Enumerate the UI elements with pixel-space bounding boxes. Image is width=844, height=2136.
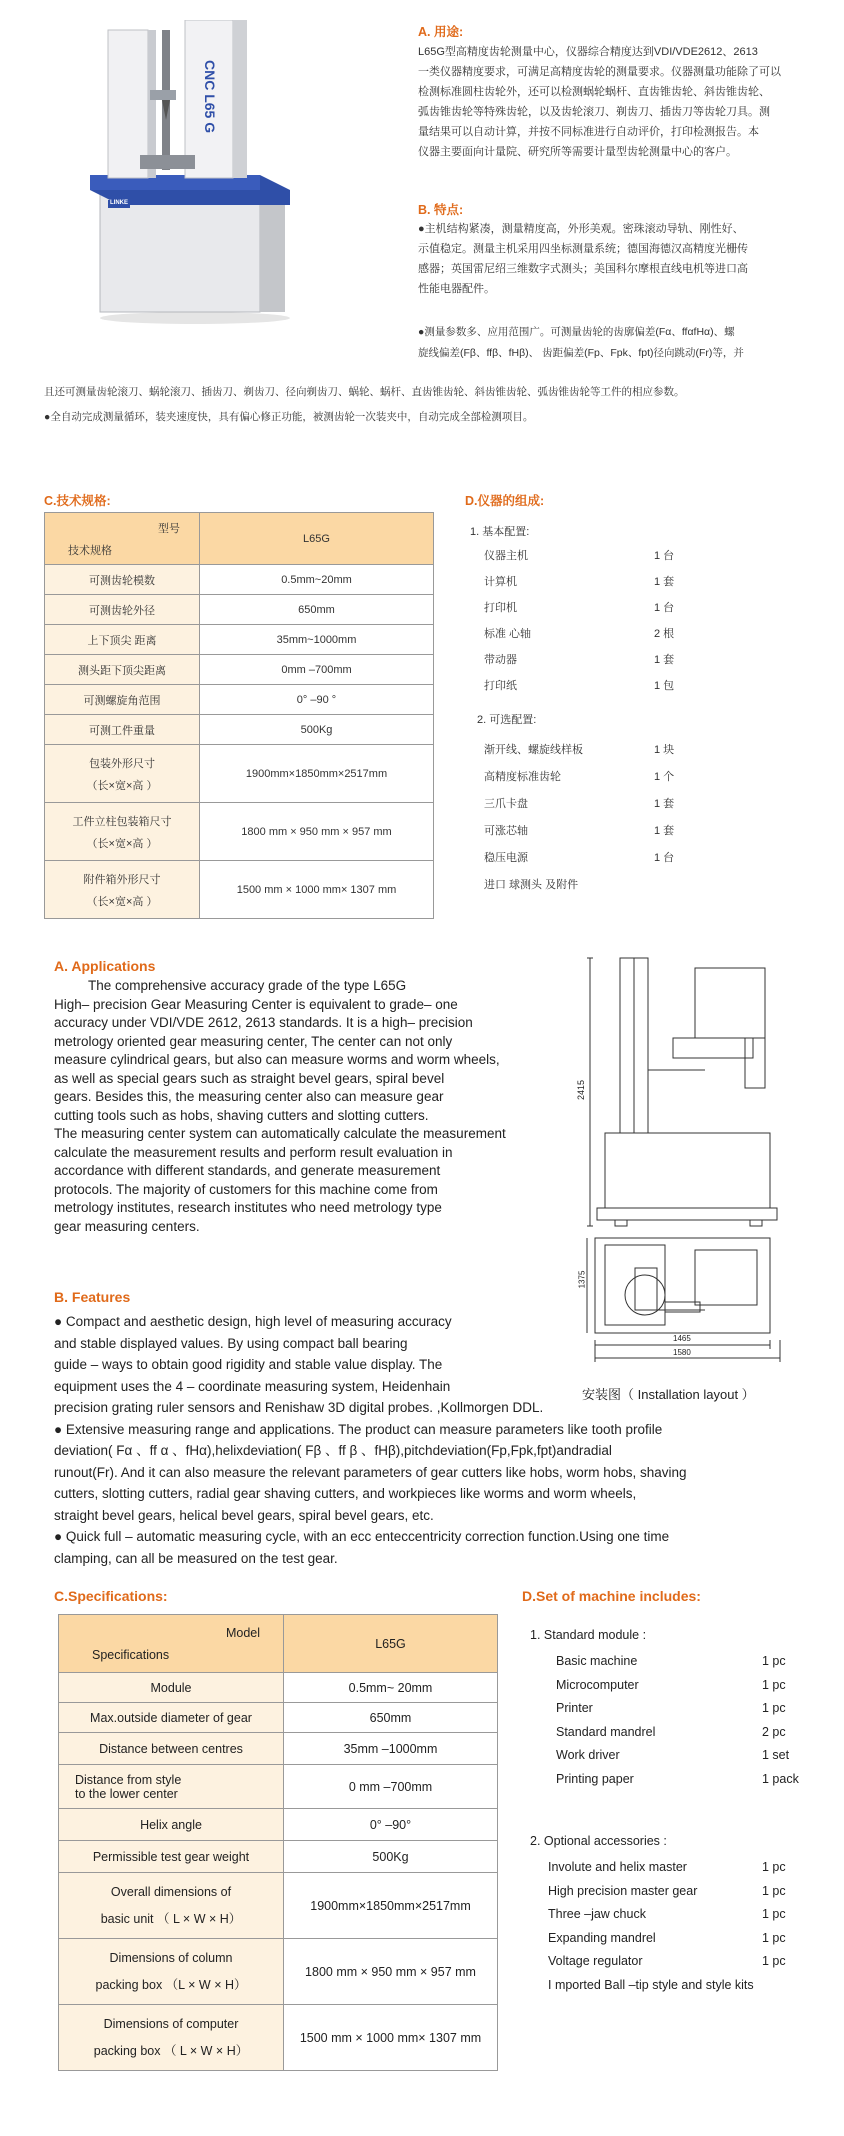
en-header-spec: Specifications (92, 1647, 170, 1662)
cn-b-line3: ●全自动完成测量循环，装夹速度快，具有偏心修正功能，被测齿轮一次装夹中，自动完成全部检测项目。 (44, 411, 534, 423)
layout-caption: 安装图（ Installation layout ） (582, 1387, 755, 1402)
cn-header-value: L65G (200, 513, 434, 565)
cn-row-label (45, 745, 200, 803)
en-row-value: 650mm (284, 1703, 498, 1733)
cn-b-line2a: ●测量参数多、应用范围广。可测量齿轮的齿廓偏差(Fα、ffαfHα)、螺 (418, 326, 735, 338)
list-item (556, 1746, 816, 1770)
list-item (484, 794, 704, 821)
en-applications-text (54, 977, 554, 1236)
en-row-label (59, 2005, 284, 2071)
cn-row-label-1: 附件箱外形尺寸 (83, 873, 161, 886)
machine-illustration (90, 20, 295, 325)
en-item-qty: 1 pc (762, 1677, 786, 1692)
cn-a-line: 量结果可以自动计算，并按不同标准进行自动评价，打印检测报告。本 (418, 126, 759, 138)
table-row (59, 1841, 498, 1873)
cn-basic-config-list (484, 546, 704, 702)
cn-item-name: 可涨芯轴 (484, 825, 528, 837)
cn-row-label-2: （长×宽×高 ） (86, 837, 158, 850)
en-header-model: Model (225, 1625, 260, 1640)
en-row-label (59, 1873, 284, 1939)
dim-depth-label: 1375 (577, 1270, 587, 1289)
cn-row-label: 可测齿轮模数 (45, 565, 200, 595)
en-row-label-2: basic unit （ L × W × H） (100, 1911, 242, 1926)
cn-row-label: 可测螺旋角范围 (45, 685, 200, 715)
cn-row-value: 0° –90 ° (200, 685, 434, 715)
cn-item-name: 打印机 (484, 602, 517, 614)
list-item (484, 572, 704, 598)
en-item-qty: 1 pc (762, 1930, 786, 1945)
table-row (59, 1939, 498, 2005)
cn-item-qty: 2 根 (654, 628, 675, 640)
cn-row-value: 1800 mm × 950 mm × 957 mm (200, 803, 434, 861)
cn-item-name: 计算机 (484, 576, 517, 588)
en-item-qty: 1 pc (762, 1654, 786, 1668)
cn-b-line: ●主机结构紧凑，测量精度高，外形美观。密珠滚动导轨、刚性好、 (418, 223, 744, 235)
cn-specs-title: C.技术规格: (44, 494, 111, 508)
en-row-label: Module (59, 1673, 284, 1703)
list-item (548, 1858, 816, 1882)
cn-b-line2c: 且还可测量齿轮滚刀、蜗轮滚刀、插齿刀、剃齿刀、径向剃齿刀、蜗轮、蜗杆、直齿锥齿轮、斜齿锥齿轮、弧齿锥齿轮等工件的相应参数。 (44, 386, 685, 398)
en-row-label-1: Dimensions of column (109, 1950, 233, 1965)
en-row-value: 0° –90° (284, 1809, 498, 1841)
cn-features-title: B. 特点: (418, 203, 464, 217)
cn-basic-config-label: 1. 基本配置: (470, 526, 530, 538)
en-item-qty: 1 pc (762, 1701, 786, 1715)
cn-row-value: 500Kg (200, 715, 434, 745)
dim-width1-label: 1465 (673, 1334, 691, 1343)
cn-b-line2b: 旋线偏差(Fβ、ffβ、fHβ)、 齿距偏差(Fp、Fpk、fpt)径向跳动(Fr)等，并 (418, 347, 744, 359)
cn-row-label-1: 工件立柱包装箱尺寸 (72, 815, 172, 828)
cn-row-label (45, 861, 200, 919)
cn-row-value: 0.5mm~20mm (200, 565, 434, 595)
cn-item-qty: 1 套 (654, 798, 675, 810)
en-a-line: protocols. The majority of customers for this machine come from (54, 1181, 438, 1197)
cn-row-value: 1900mm×1850mm×2517mm (200, 745, 434, 803)
en-set-title: D.Set of machine includes: (522, 1588, 701, 1604)
cn-item-qty: 1 台 (654, 602, 675, 614)
cn-header-model: 型号 (158, 522, 180, 535)
en-b-line: runout(Fr). And it can also measure the relevant parameters of gear cutters like hobs, worm hobs, shaving (54, 1464, 687, 1480)
en-b-line: equipment uses the 4 – coordinate measuring system, Heidenhain (54, 1378, 451, 1394)
table-row (59, 1873, 498, 1939)
en-row-label-1: Distance from style (75, 1772, 182, 1787)
en-optional-accessories-label: 2. Optional accessories : (530, 1834, 667, 1848)
en-b-line: straight bevel gears, helical bevel gears, spiral bevel gears, etc. (54, 1507, 434, 1523)
list-item (556, 1676, 816, 1700)
en-row-label: Max.outside diameter of gear (59, 1703, 284, 1733)
cn-row-label (45, 803, 200, 861)
cn-item-name: 仪器主机 (484, 550, 528, 562)
list-item (556, 1723, 816, 1747)
en-a-line: cutting tools such as hobs, shaving cutters and slotting cutters. (54, 1107, 429, 1123)
cn-applications-title: A. 用途: (418, 25, 464, 39)
cn-item-name: 渐开线、螺旋线样板 (484, 744, 583, 756)
en-item-qty: 1 pack (762, 1771, 799, 1786)
cn-item-name: 打印纸 (484, 680, 517, 692)
list-item (484, 848, 704, 875)
table-row (59, 1733, 498, 1765)
en-optional-accessories-list (548, 1858, 816, 1999)
en-a-line: accuracy under VDI/VDE 2612, 2613 standards. It is a high– precision (54, 1015, 473, 1030)
en-a-line: metrology oriented gear measuring center, The center can not only (54, 1033, 453, 1049)
table-row (59, 1765, 498, 1809)
cn-header-spec: 技术规格 (68, 544, 112, 557)
en-row-value: 500Kg (284, 1841, 498, 1873)
list-item (484, 598, 704, 624)
cn-optional-config-list (484, 740, 704, 902)
en-item-name: High precision master gear (548, 1883, 698, 1898)
en-item-name: Printing paper (556, 1771, 634, 1786)
en-item-qty: 1 pc (762, 1883, 786, 1898)
en-item-name: Standard mandrel (556, 1724, 656, 1739)
machine-brand-label: CNC L65 G (202, 60, 218, 134)
en-b-line: and stable displayed values. By using compact ball bearing (54, 1335, 408, 1351)
en-a-line: gears. Besides this, the measuring center also can measure gear (54, 1089, 444, 1104)
cn-row-label-1: 包装外形尺寸 (89, 757, 155, 770)
table-row (59, 1703, 498, 1733)
en-item-name: Basic machine (556, 1654, 638, 1668)
en-standard-module-list (556, 1652, 816, 1793)
cn-item-name: 标准 心轴 (484, 628, 532, 640)
en-row-label: Distance between centres (59, 1733, 284, 1765)
cn-item-qty: 1 包 (654, 680, 675, 692)
cn-item-qty: 1 套 (654, 576, 675, 588)
en-row-label-2: to the lower center (75, 1786, 178, 1801)
en-standard-module-label: 1. Standard module : (530, 1628, 647, 1642)
machine-logo: LINKE (110, 200, 128, 206)
cn-row-value: 0mm –700mm (200, 655, 434, 685)
en-row-label (59, 1939, 284, 2005)
en-item-name: Printer (556, 1701, 593, 1715)
en-item-name: Three –jaw chuck (548, 1907, 646, 1921)
table-row (45, 595, 434, 625)
list-item (484, 740, 704, 767)
en-item-name: Expanding mandrel (548, 1930, 656, 1945)
cn-item-qty: 1 套 (654, 825, 675, 837)
cn-features-text (418, 219, 838, 299)
en-features-text (54, 1311, 574, 1397)
en-a-line: metrology institutes, research institutes who need metrology type (54, 1200, 442, 1215)
cn-spec-table (44, 512, 434, 919)
en-a-line: measure cylindrical gears, but also can measure worms and worm wheels, (54, 1052, 500, 1067)
cn-item-name: 稳压电源 (484, 852, 528, 864)
list-item (556, 1699, 816, 1723)
en-b-line: cutters, slotting cutters, radial gear shaving cutters, and workpieces like worms and worm wheels, (54, 1486, 637, 1501)
en-spec-header-label (59, 1615, 284, 1673)
en-row-label-1: Overall dimensions of (110, 1884, 232, 1899)
table-row (45, 685, 434, 715)
installation-layout-drawing (576, 950, 800, 1380)
cn-row-label-2: （长×宽×高 ） (86, 779, 158, 792)
list-item (484, 821, 704, 848)
en-row-label: Helix angle (59, 1809, 284, 1841)
cn-b-line: 示值稳定。测量主机采用四坐标测量系统；德国海德汉高精度光栅传 (418, 243, 748, 255)
table-row (59, 1809, 498, 1841)
cn-item-qty: 1 台 (654, 852, 675, 864)
table-row (45, 655, 434, 685)
en-a-line: gear measuring centers. (54, 1218, 200, 1234)
cn-a-line: 仪器主要面向计量院、研究所等需要计量型齿轮测量中心的客户。 (418, 146, 737, 158)
en-a-line: The comprehensive accuracy grade of the type L65G (88, 978, 407, 993)
cn-item-qty: 1 套 (654, 654, 675, 666)
table-row (45, 861, 434, 919)
en-row-value: 0.5mm~ 20mm (284, 1673, 498, 1703)
cn-row-value: 1500 mm × 1000 mm× 1307 mm (200, 861, 434, 919)
cn-item-qty: 1 个 (654, 771, 675, 783)
cn-row-label-2: （长×宽×高 ） (86, 895, 158, 908)
cn-a-line: 检测标准圆柱齿轮外，还可以检测蜗轮蜗杆、直齿锥齿轮、斜齿锥齿轮、 (418, 86, 770, 98)
cn-row-value: 35mm~1000mm (200, 625, 434, 655)
list-item (556, 1770, 816, 1794)
en-b-line: ● Quick full – automatic measuring cycle, with an ecc enteccentricity correction function.Using one time (54, 1529, 670, 1544)
en-b-line: ● Extensive measuring range and applications. The product can measure parameters like tooth profile (54, 1421, 663, 1437)
list-item (484, 875, 704, 902)
list-item (484, 624, 704, 650)
cn-b-line: 感器；英国雷尼绍三维数字式测头；美国科尔摩根直线电机等进口高 (418, 263, 748, 275)
table-row (45, 625, 434, 655)
list-item (548, 1905, 816, 1929)
dim-height-label: 2415 (576, 1079, 587, 1101)
list-item (484, 650, 704, 676)
en-row-label: Permissible test gear weight (59, 1841, 284, 1873)
cn-a-line: 一类仪器精度要求，可满足高精度齿轮的测量要求。仪器测量功能除了可以 (418, 66, 781, 78)
en-spec-table (58, 1614, 498, 2071)
list-item (484, 546, 704, 572)
en-row-label (59, 1765, 284, 1809)
list-item (484, 767, 704, 794)
en-a-line: The measuring center system can automatically calculate the measurement (54, 1126, 506, 1141)
en-item-qty: 1 pc (762, 1860, 786, 1874)
table-row (45, 715, 434, 745)
cn-item-qty: 1 台 (654, 550, 675, 562)
en-a-line: accordance with different standards, and generate measurement (54, 1163, 441, 1178)
cn-item-name: 三爪卡盘 (484, 798, 528, 810)
list-item (484, 676, 704, 702)
cn-row-value: 650mm (200, 595, 434, 625)
en-b-line: clamping, can all be measured on the test gear. (54, 1550, 338, 1566)
cn-item-name: 带动器 (484, 654, 517, 666)
cn-spec-header-label (45, 513, 200, 565)
en-item-qty: 1 pc (762, 1907, 786, 1921)
list-item (548, 1952, 816, 1976)
list-item (556, 1652, 816, 1676)
en-features-title: B. Features (54, 1289, 131, 1305)
en-item-qty: 2 pc (762, 1724, 786, 1739)
en-item-qty: 1 set (762, 1748, 790, 1762)
en-item-qty: 1 pc (762, 1954, 786, 1968)
en-b-line: guide – ways to obtain good rigidity and stable value display. The (54, 1357, 443, 1372)
table-row (45, 745, 434, 803)
cn-b-line: 性能电器配件。 (418, 283, 495, 295)
en-row-value: 35mm –1000mm (284, 1733, 498, 1765)
list-item (548, 1929, 816, 1953)
en-a-line: calculate the measurement results and perform result evaluation in (54, 1144, 453, 1160)
en-row-label-1: Dimensions of computer (103, 2016, 239, 2031)
cn-optional-config-label: 2. 可选配置: (477, 714, 537, 726)
cn-row-label: 上下顶尖 距离 (45, 625, 200, 655)
table-row (59, 2005, 498, 2071)
en-row-value: 0 mm –700mm (284, 1765, 498, 1809)
en-row-value: 1800 mm × 950 mm × 957 mm (284, 1939, 498, 2005)
en-row-value: 1500 mm × 1000 mm× 1307 mm (284, 2005, 498, 2071)
en-b-line: precision grating ruler sensors and Renishaw 3D digital probes. ,Kollmorgen DDL. (54, 1400, 544, 1415)
en-item-name: Work driver (556, 1748, 620, 1762)
en-item-name: Involute and helix master (548, 1860, 687, 1874)
en-a-line: High– precision Gear Measuring Center is equivalent to grade– one (54, 996, 458, 1012)
cn-row-label: 测头距下顶尖距离 (45, 655, 200, 685)
table-row (45, 565, 434, 595)
en-b-line: deviation( Fα 、ff α 、fHα),helixdeviation( Fβ 、ff β 、fHβ),pitchdeviation(Fp,Fpk,fpt)andradial (54, 1443, 612, 1458)
cn-composition-title: D.仪器的组成: (465, 494, 545, 508)
en-item-name: I mported Ball –tip style and style kits (548, 1977, 754, 1992)
en-specs-title: C.Specifications: (54, 1588, 168, 1604)
en-b-line: ● Compact and aesthetic design, high level of measuring accuracy (54, 1314, 452, 1329)
cn-a-line: 弧齿锥齿轮等特殊齿轮，以及齿轮滚刀、剃齿刀、插齿刀等齿轮刀具。测 (418, 106, 770, 118)
en-header-value: L65G (284, 1615, 498, 1673)
list-item (548, 1976, 816, 2000)
en-row-label-2: packing box （ L × W × H） (93, 2043, 249, 2058)
en-item-name: Voltage regulator (548, 1954, 643, 1968)
en-row-value: 1900mm×1850mm×2517mm (284, 1873, 498, 1939)
en-features-text-full (54, 1397, 839, 1569)
en-applications-title: A. Applications (54, 958, 156, 974)
cn-item-qty: 1 块 (654, 744, 675, 756)
cn-item-name: 进口 球测头 及附件 (484, 879, 579, 891)
dim-width2-label: 1580 (673, 1348, 691, 1357)
cn-applications-text (418, 42, 838, 162)
machine-photo (90, 20, 295, 325)
cn-row-label: 可测齿轮外径 (45, 595, 200, 625)
list-item (548, 1882, 816, 1906)
table-row (59, 1673, 498, 1703)
en-row-label-2: packing box （L × W × H） (95, 1977, 247, 1992)
cn-a-line: L65G型高精度齿轮测量中心，仪器综合精度达到VDI/VDE2612、2613 (418, 46, 758, 58)
cn-row-label: 可测工件重量 (45, 715, 200, 745)
cn-item-name: 高精度标准齿轮 (484, 771, 561, 783)
table-row (45, 803, 434, 861)
installation-diagram (585, 950, 800, 1380)
en-a-line: as well as special gears such as straight bevel gears, spiral bevel (54, 1070, 445, 1086)
en-item-name: Microcomputer (556, 1677, 639, 1692)
